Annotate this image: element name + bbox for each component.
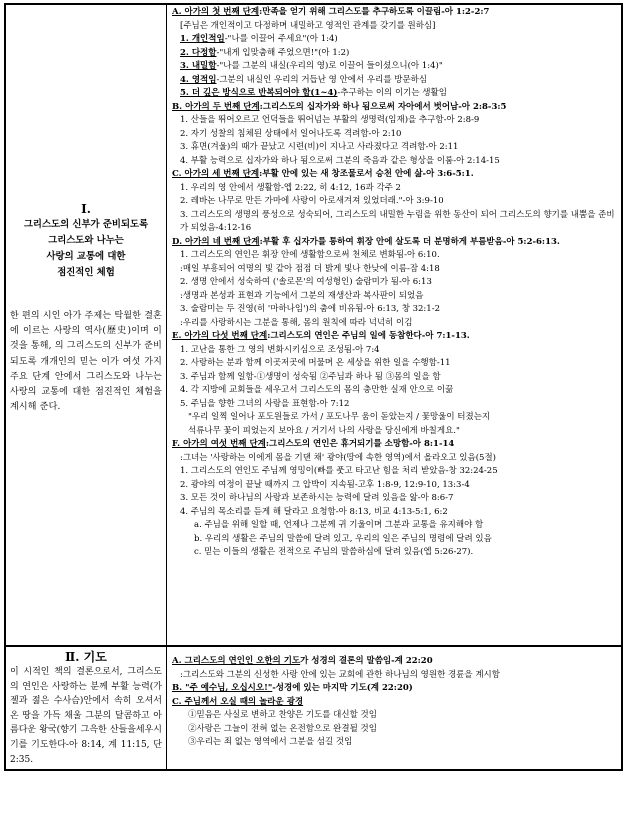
outline-line xyxy=(172,344,617,358)
outline-text: 3. 그리스도의 생명의 풍성으로 성숙되어, 그리스도의 내밀한 누림을 위한 동산이 되어 그리스도의 향기를 내뿜을 준비가 되었음-4:12-16 xyxy=(180,209,615,233)
outline-line xyxy=(172,276,617,290)
outline-heading xyxy=(172,682,617,696)
outline-text: 1. 그리스도의 연인은 휘장 안에 생활함으로써 천체로 변화됨-아 6:10. xyxy=(180,250,440,260)
outline-heading xyxy=(172,168,617,182)
section-1-summary: 한 편의 시인 아가 주제는 탁월한 결혼에 이르는 사랑의 역사(歷史)이며 이것을 통해, 의 그리스도의 신부가 준비되도록 개개인의 믿는 이가 여섯 가지 주요 단계 안에서 그리스도와 나누는 사랑의 교통에 대한 점진적인 체험을 계시해 준다. xyxy=(10,311,162,413)
outline-label: 1. 개인적임 xyxy=(180,34,225,44)
outline-text: :그녀는 '사랑하는 이에게 몸을 기댄 채' 광야(땅에 속한 영역)에서 올라오고 있음(5절) xyxy=(180,452,496,463)
outline-line xyxy=(172,317,617,331)
outline-line xyxy=(172,74,617,88)
outline-line xyxy=(172,425,617,439)
outline-line xyxy=(172,736,617,750)
outline-line xyxy=(172,263,617,277)
outline-line xyxy=(172,519,617,533)
outline-label: A. 그리스도의 연인인 오한의 기도 xyxy=(172,656,301,666)
outline-line xyxy=(172,479,617,493)
outline-text: b. 우리의 생활은 주님의 말씀에 달려 있고, 우리의 일은 주님의 명령에 달려 있음 xyxy=(194,533,492,544)
outline-text: ①믿음은 사실로 변하고 찬양은 기도를 대신할 것임 xyxy=(188,710,377,720)
outline-line xyxy=(172,209,617,236)
outline-label: C. 아가의 세 번째 단계 xyxy=(172,169,260,179)
outline-text: :매일 부흥되어 여명의 빛 같아 점점 더 밝게 빛나 한낮에 이름-잠 4:18 xyxy=(180,263,440,274)
outline-line xyxy=(172,723,617,737)
section-1-title-line: 점진적인 체험 xyxy=(57,267,115,278)
outline-line xyxy=(172,155,617,169)
outline-text: :생명과 본성과 표현과 기능에서 그분의 재생산과 복사판이 되었음 xyxy=(180,290,424,301)
outline-text: 2. 생명 안에서 성숙하여 ('솔로몬'의 여성형인) 술람미가 됨-아 6:13 xyxy=(180,277,432,287)
outline-line xyxy=(172,709,617,723)
outline-heading xyxy=(172,696,617,710)
outline-line xyxy=(172,384,617,398)
outline-table xyxy=(4,3,623,771)
section-2-left xyxy=(5,646,167,770)
outline-line xyxy=(172,465,617,479)
outline-text: :그리스도의 연인은 주님의 일에 동참한다-아 7:1-13. xyxy=(267,331,470,341)
outline-text: :부활 안에 있는 새 창조물로서 승천 안에 삶-아 3:6-5:1. xyxy=(259,169,474,179)
outline-line xyxy=(172,303,617,317)
outline-text: 3. 휴면(겨울)의 때가 끝났고 시련(비)이 지나고 사라졌다고 격려함-아 2:11 xyxy=(180,142,459,152)
outline-text: 석류나무 꽃이 피었는지 보아요 / 거기서 나의 사랑을 당신에게 바칠게요." xyxy=(188,425,460,436)
outline-text: -그분의 내실인 우리의 거듭난 영 안에서 우리를 방문하심 xyxy=(216,74,428,85)
outline-text: "우리 일찍 일어나 포도원들로 가서 / 포도나무 움이 돋았는지 / 꽃망울이 터졌는지 xyxy=(188,412,491,422)
outline-text: :부활 후 십자가를 통하여 휘장 안에 살도록 더 분명하게 부름받음-아 5:2-6:13. xyxy=(259,236,560,247)
section-1-title-line: 사랑의 교통에 대한 xyxy=(46,251,126,262)
outline-line xyxy=(172,60,617,74)
outline-line xyxy=(172,411,617,425)
outline-heading xyxy=(172,330,617,344)
outline-line xyxy=(172,87,617,101)
outline-text: :그리스도의 십자가와 하나 됨으로써 자아에서 벗어남-아 2:8-3:5 xyxy=(259,101,507,112)
outline-text: 3. 주님과 함께 일함-①생명이 성숙됨 ②주님과 하나 됨 ③몸의 일을 함 xyxy=(180,371,441,382)
outline-line xyxy=(172,398,617,412)
outline-line xyxy=(172,452,617,466)
outline-label: A. 아가의 첫 번째 단계 xyxy=(172,7,260,17)
outline-label: 2. 다정함 xyxy=(180,47,217,58)
outline-line xyxy=(172,669,617,683)
outline-text: :우리를 사랑하시는 그분을 통해, 몸의 원칙에 따라 넉넉히 이김 xyxy=(180,317,413,328)
outline-text: -"내게 입맞춤해 주었으면!"(아 1:2) xyxy=(216,47,350,58)
outline-text: 4. 각 지방에 교회들을 세우고서 그리스도의 몸의 충만한 실재 안으로 이끎 xyxy=(180,385,454,395)
outline-text: 2. 자기 성찰의 침체된 상태에서 일어나도록 격려함-아 2:10 xyxy=(180,128,402,139)
outline-text: [주님은 개인적이고 다정하며 내밀하고 영적인 관계를 갖기를 원하심] xyxy=(180,20,436,31)
outline-text: 1. 그리스도의 연인도 주님께 영밍이(빠를 풋고 타고난 힘을 처리 받았음-창 32:24-25 xyxy=(180,466,498,476)
outline-line xyxy=(172,20,617,34)
outline-line xyxy=(172,182,617,196)
section-1-title-line: 그리스도와 나누는 xyxy=(48,235,124,246)
outline-text: 가 성경의 결론의 말씀임-계 22:20 xyxy=(300,656,433,666)
outline-line xyxy=(172,546,617,560)
outline-text: 3. 술람미는 두 진영(히 '마하나임')의 춤에 비유됨-아 6:13, 창 32:1-2 xyxy=(180,304,440,314)
outline-label: B. "주 예수님, 오십시오!" xyxy=(172,683,273,693)
outline-text: a. 주님을 위해 일할 때, 언제나 그분께 귀 기울이며 그분과 교통을 유지해야 함 xyxy=(194,520,484,530)
outline-text: 4. 주님의 목소리를 듣게 해 달라고 요청함-아 8:13, 비교 4:13-5:1, 6:2 xyxy=(180,506,448,517)
outline-label: 5. 더 깊은 방식으로 반복되어야 함(1~4) xyxy=(180,88,338,98)
outline-label: D. 아가의 네 번째 단계 xyxy=(172,236,260,247)
outline-heading xyxy=(172,236,617,250)
outline-line xyxy=(172,195,617,209)
section-1-title-number: I. xyxy=(81,202,91,216)
outline-text: 5. 주님을 향한 그녀의 사랑을 표현함-아 7:12 xyxy=(180,398,350,409)
outline-label: 4. 영적임 xyxy=(180,74,217,85)
outline-line xyxy=(172,33,617,47)
section-1-row xyxy=(5,4,622,646)
outline-text: 1. 산들을 뛰어오르고 언덕들을 뛰어넘는 부활의 생명력(임재)을 추구함-아 2:8-9 xyxy=(180,115,480,125)
outline-line xyxy=(172,371,617,385)
outline-heading xyxy=(172,655,617,669)
section-2-row xyxy=(5,646,622,770)
outline-heading xyxy=(172,438,617,452)
outline-text: 2. 광야의 여정이 끝날 때까지 그 압박이 지속됨-고후 1:8-9, 12:9-10, 13:3-4 xyxy=(180,479,470,490)
section-2-summary: 이 시적인 책의 결론으로서, 그리스도의 연인은 사랑하는 분께 부활 능력(가젤과 젊은 수사슴)안에서 속히 오셔서 온 땅을 가득 채울 그분의 달콤하고 아름다운 왕국(향기 그윽한 산들을세우시기를 기도한다-아 8:14, 계 11:15, 단 2:35. xyxy=(10,667,162,765)
outline-text: c. 믿는 이들의 생활은 전적으로 주님의 말씀하심에 달려 있음(엡 5:26-27). xyxy=(194,547,474,557)
section-1-title-line: 그리스도의 신부가 준비되도록 xyxy=(23,219,149,230)
outline-line xyxy=(172,47,617,61)
outline-text: :그리스도의 연인은 휴거되기를 소망함-아 8:1-14 xyxy=(265,439,455,449)
outline-text: 4. 부활 능력으로 십자가와 하나 됨으로써 그분의 죽음과 같은 형상을 이룸-아 2:14-15 xyxy=(180,155,500,166)
outline-text: 1. 고난을 통한 그 영의 변화시키심으로 조성됨-아 7:4 xyxy=(180,344,380,355)
outline-label: E. 아가의 다섯 번째 단계 xyxy=(172,331,268,341)
outline-line xyxy=(172,357,617,371)
outline-label: B. 아가의 두 번째 단계 xyxy=(172,101,260,112)
outline-text: :만족을 얻기 위해 그리스도를 추구하도록 이끌림-아 1:2-2:7 xyxy=(259,7,490,17)
outline-line xyxy=(172,506,617,520)
outline-text: 2. 레바논 나무로 만든 가마에 사랑이 아로새겨져 있었더래."-아 3:9-10 xyxy=(180,196,444,206)
outline-line xyxy=(172,290,617,304)
outline-label: 3. 내밀함 xyxy=(180,61,217,71)
outline-heading xyxy=(172,6,617,20)
section-1-right xyxy=(167,4,623,646)
outline-label: F. 아가의 여섯 번째 단계 xyxy=(172,439,266,449)
outline-text: ③우리는 죄 없는 영역에서 그분을 섬길 것임 xyxy=(188,737,353,747)
outline-text: 3. 모든 것이 하나님의 사랑과 보존하시는 능력에 달려 있음을 앎-아 8:6-7 xyxy=(180,493,454,503)
outline-line xyxy=(172,114,617,128)
section-2-outline xyxy=(167,647,621,750)
outline-page xyxy=(4,3,623,771)
section-1-left xyxy=(5,4,167,646)
section-2-title: Ⅱ. 기도 xyxy=(65,650,107,664)
outline-text: 2. 사랑하는 분과 함께 이곳저곳에 머물며 온 세상을 위한 일을 수행함-11 xyxy=(180,358,451,368)
outline-text: ②사랑은 그늘이 전혀 없는 온전함으로 완결될 것임 xyxy=(188,723,377,734)
outline-text: 1. 우리의 영 안에서 생활함-엡 2:22, 히 4:12, 16과 각주 2 xyxy=(180,182,401,193)
outline-line xyxy=(172,533,617,547)
outline-line xyxy=(172,141,617,155)
outline-label: C. 주님께서 오실 때의 놀라운 광경 xyxy=(172,696,304,707)
outline-heading xyxy=(172,101,617,115)
outline-line xyxy=(172,492,617,506)
section-2-right xyxy=(167,646,623,770)
outline-line xyxy=(172,128,617,142)
outline-line xyxy=(172,249,617,263)
outline-text: -추구하는 이의 이기는 생활임 xyxy=(337,88,447,98)
section-1-outline xyxy=(167,5,621,560)
outline-text: :그리스도와 그분의 신성한 사랑 안에 있는 교회에 관한 하나님의 영원한 경륜을 계시함 xyxy=(180,669,500,680)
outline-text: -"나를 이끌어 주세요"(아 1:4) xyxy=(224,34,338,44)
outline-text: -성경에 있는 마지막 기도(계 22:20) xyxy=(272,683,413,693)
outline-text: -"나를 그분의 내실(우리의 영)로 이끌어 들이셨으니(아 1:4)" xyxy=(216,61,443,71)
